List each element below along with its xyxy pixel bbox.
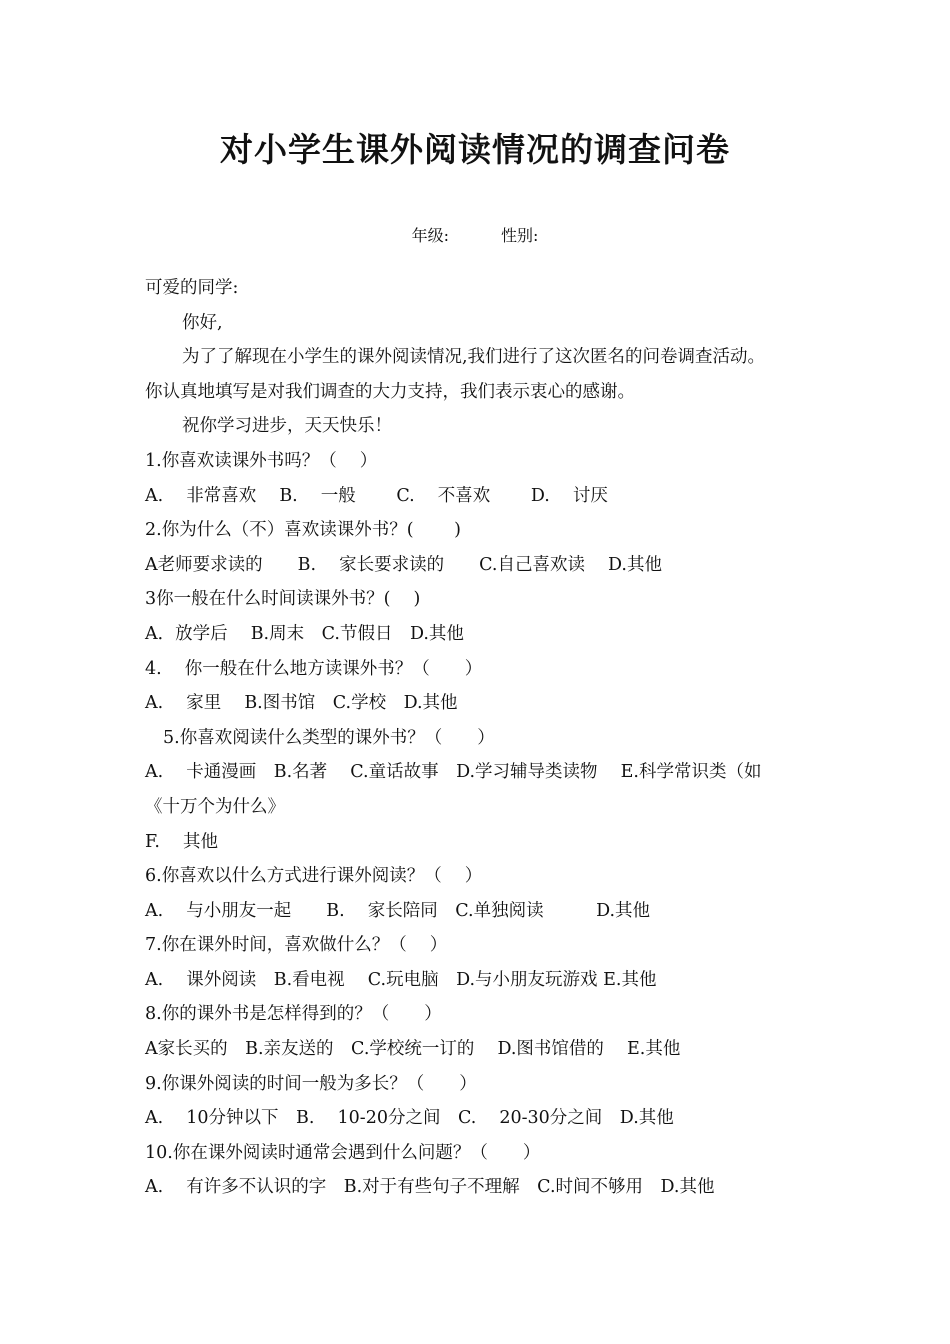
survey-body [145,273,845,1207]
grade-label: 年级: [411,226,449,245]
question-2: 2.你为什么（不）喜欢读课外书？( ) [145,520,461,541]
options-8: A家长买的 B.亲友送的 C.学校统一订的 D.图书馆借的 E.其他 [145,1039,681,1060]
question-7: 7.你在课外时间，喜欢做什么？（ ） [145,935,448,956]
question-8: 8.你的课外书是怎样得到的？（ ） [145,1004,442,1025]
intro-paragraph-line: 为了了解现在小学生的课外阅读情况,我们进行了这次匿名的问卷调查活动。 [182,347,766,368]
options-3: A．放学后 B.周末 C.节假日 D.其他 [145,623,464,644]
options-5-f: F. 其他 [145,831,219,852]
options-6: A. 与小朋友一起 B. 家长陪同 C.单独阅读 D.其他 [145,900,651,921]
question-1: 1.你喜欢读课外书吗？（ ） [145,450,378,471]
question-4: 4. 你一般在什么地方读课外书？（ ） [145,658,483,679]
question-10: 10.你在课外阅读时通常会遇到什么问题？（ ） [145,1142,541,1163]
options-7: A. 课外阅读 B.看电视 C.玩电脑 D.与小朋友玩游戏 E.其他 [145,969,657,990]
options-9: A. 10分钟以下 B. 10-20分之间 C. 20-30分之间 D.其他 [145,1108,674,1129]
salutation: 可爱的同学: [145,278,239,298]
intro-paragraph-line: 你认真地填写是对我们调查的大力支持，我们表示衷心的感谢。 [145,381,635,402]
gender-label: 性别: [501,226,539,245]
question-5: 5.你喜欢阅读什么类型的课外书？（ ） [163,727,495,748]
respondent-info [0,225,950,247]
question-9: 9.你课外阅读的时间一般为多长？（ ） [145,1073,477,1094]
options-1: A. 非常喜欢 B. 一般 C. 不喜欢 D. 讨厌 [145,485,608,506]
page-title: 对小学生课外阅读情况的调查问卷 [220,130,730,169]
wish-line: 祝你学习进步，天天快乐！ [182,416,392,437]
options-2: A老师要求读的 B. 家长要求读的 C.自己喜欢读 D.其他 [145,554,662,575]
options-4: A. 家里 B.图书馆 C.学校 D.其他 [145,693,458,714]
options-5-continued: 《十万个为什么》 [145,796,285,817]
options-5: A. 卡通漫画 B.名著 C.童话故事 D.学习辅导类读物 E.科学常识类（如 [145,762,762,783]
options-10: A. 有许多不认识的字 B.对于有些句子不理解 C.时间不够用 D.其他 [145,1177,715,1198]
greeting: 你好, [182,312,223,333]
question-3: 3你一般在什么时间读课外书？( ) [145,589,421,610]
question-6: 6.你喜欢以什么方式进行课外阅读？（ ） [145,866,483,887]
